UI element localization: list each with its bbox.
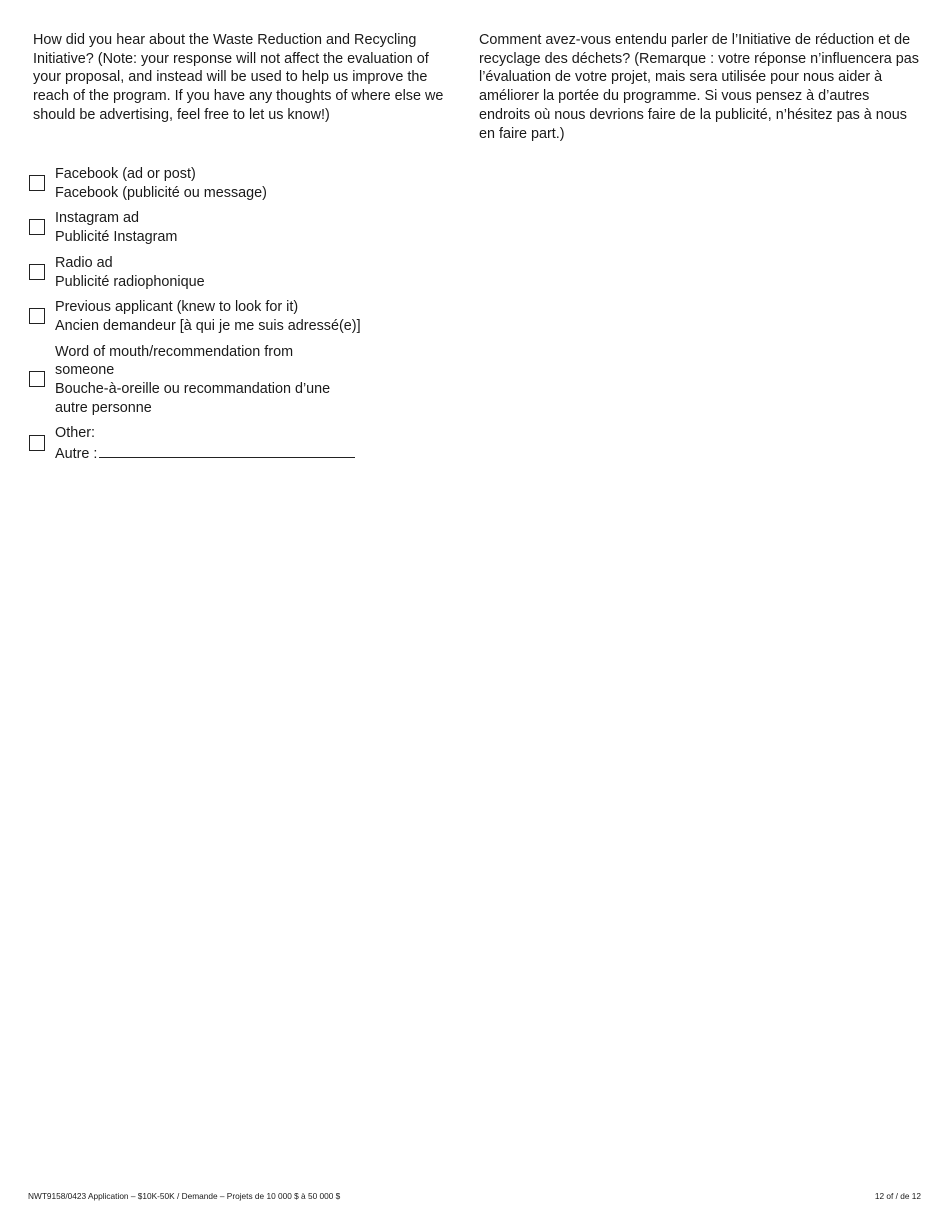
option-label-fr: Autre : bbox=[55, 446, 98, 463]
option-label-fr: Publicité radiophonique bbox=[55, 273, 205, 290]
option-label-fr: Ancien demandeur [à qui je me suis adressé(e)] bbox=[55, 317, 361, 334]
option-radio bbox=[29, 254, 389, 291]
option-label-en: Instagram ad bbox=[55, 210, 139, 227]
word-of-mouth-checkbox[interactable] bbox=[29, 371, 45, 387]
option-label-en: Previous applicant (knew to look for it) bbox=[55, 299, 299, 316]
option-instagram bbox=[29, 209, 389, 246]
form-identifier: NWT9158/0423 Application – $10K-50K / Demande – Projets de 10 000 $ à 50 000 $ bbox=[28, 1191, 341, 1201]
option-label-en: Radio ad bbox=[55, 254, 113, 271]
question-text-french: Comment avez-vous entendu parler de l’Initiative de réduction et de recyclage des déchets? (Remarque : votre réponse n’influencera pas l’évaluation de votre projet, mais sera utilisée pour nous aider à améliorer la portée du programme. Si vous pensez à d’autres endroits où nous devrions faire de la publicité, n’hésitez pas à nous en faire part.) bbox=[479, 32, 919, 142]
option-facebook bbox=[29, 165, 389, 202]
option-label-fr: Facebook (publicité ou message) bbox=[55, 184, 267, 201]
option-label-fr: Bouche-à-oreille ou recommandation d’une autre personne bbox=[55, 381, 331, 416]
option-previous-applicant bbox=[29, 298, 389, 335]
radio-ad-checkbox[interactable] bbox=[29, 264, 45, 280]
instagram-checkbox[interactable] bbox=[29, 219, 45, 235]
page-number: 12 of / de 12 bbox=[874, 1191, 921, 1201]
option-word-of-mouth bbox=[29, 343, 389, 418]
other-text-field[interactable] bbox=[99, 443, 355, 458]
option-label-fr: Publicité Instagram bbox=[55, 229, 178, 246]
facebook-checkbox[interactable] bbox=[29, 175, 45, 191]
other-checkbox[interactable] bbox=[29, 435, 45, 451]
option-label-en: Word of mouth/recommendation from someone bbox=[55, 343, 294, 379]
option-label-en: Other: bbox=[55, 425, 95, 442]
referral-options-list bbox=[29, 165, 389, 464]
option-other bbox=[29, 424, 389, 463]
question-text-english: How did you hear about the Waste Reduction and Recycling Initiative? (Note: your response will not affect the evaluation of your proposal, and instead will be used to help us improve the reach of the program. If you have any thoughts of where else we should be advertising, feel free to let us know!) bbox=[33, 32, 444, 123]
previous-applicant-checkbox[interactable] bbox=[29, 308, 45, 324]
option-label-en: Facebook (ad or post) bbox=[55, 166, 196, 182]
